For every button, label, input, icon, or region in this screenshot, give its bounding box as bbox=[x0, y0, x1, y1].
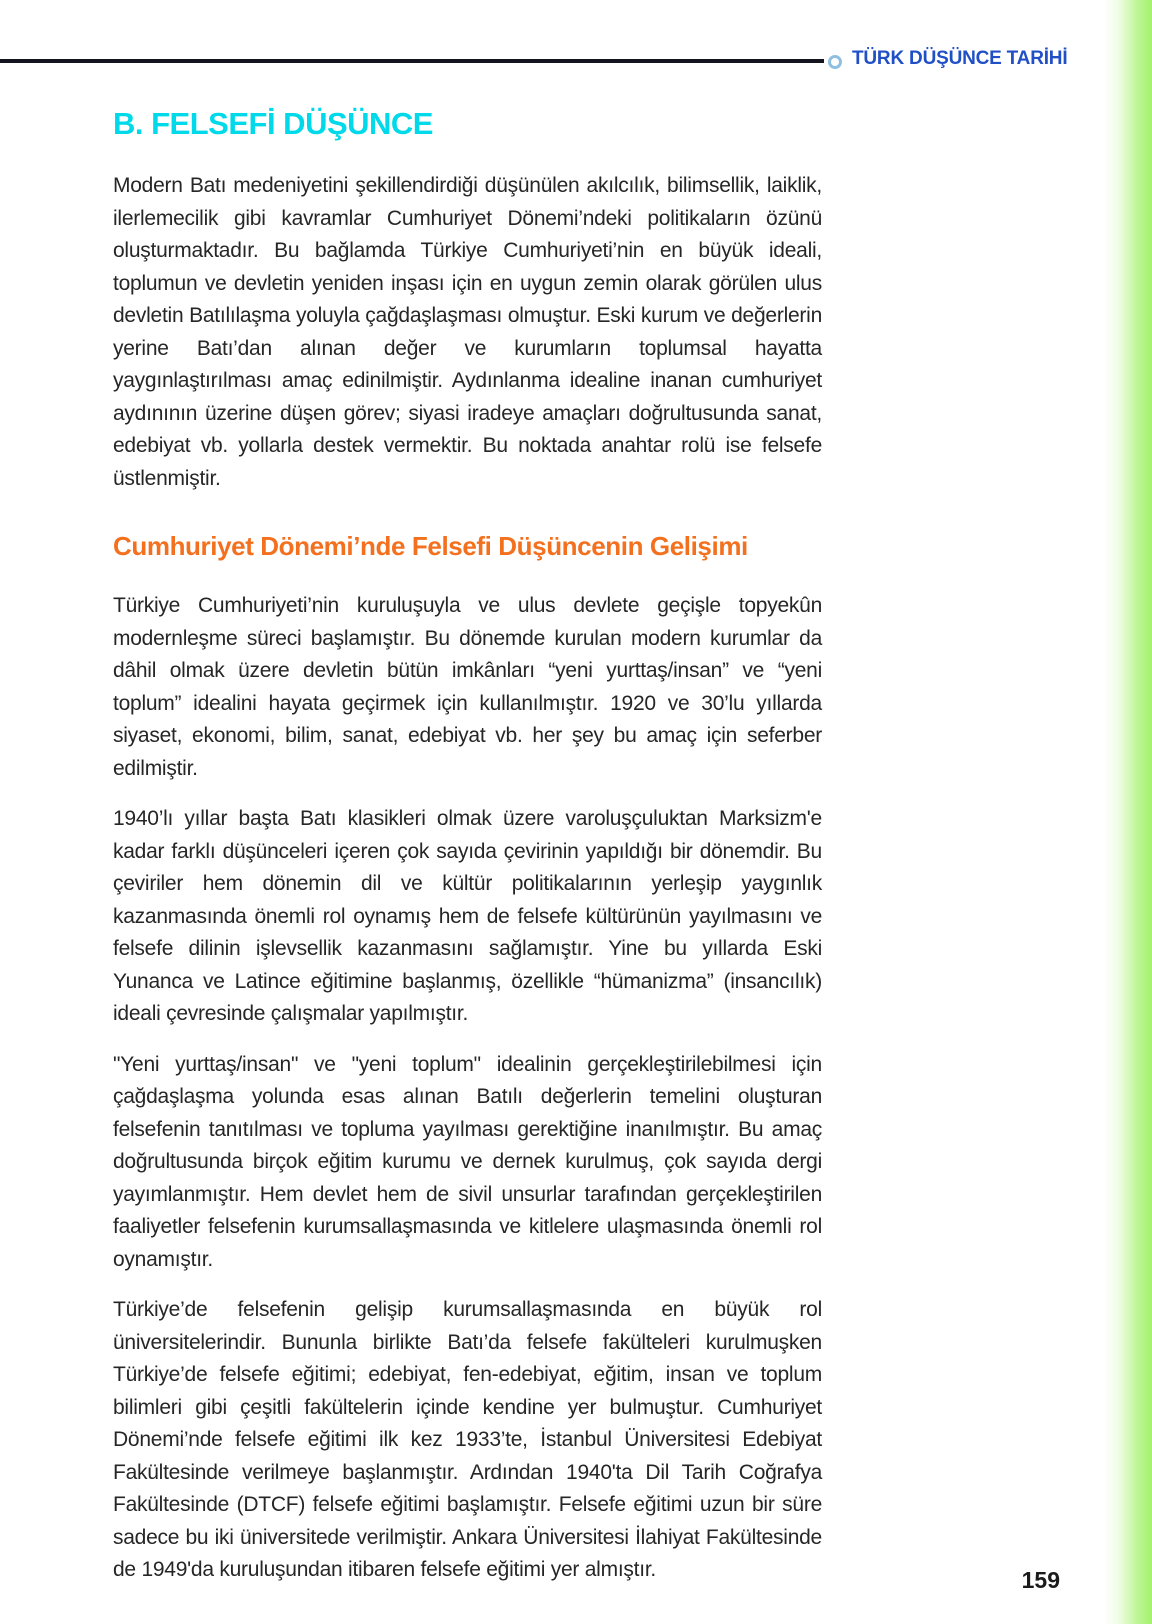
body-paragraph: "Yeni yurttaş/insan" ve "yeni toplum" idealinin gerçekleştirilebilmesi için çağdaşlaşma yolunda esas alınan Batılı değerlerin temelini oluşturan felsefenin tanıtılması ve topluma yayılması gerektiğine inanılmıştır. Bu amaç doğrultusunda birçok eğitim kurumu ve dernek kurulmuş, çok sayıda dergi yayımlanmıştır. Hem devlet hem de sivil unsurlar tarafından gerçekleştirilen faaliyetler felsefenin kurumsallaşmasında ve kitlelere ulaşmasında önemli rol oynamıştır. bbox=[113, 1052, 822, 1271]
intro-paragraph: Modern Batı medeniyetini şekillendirdiği düşünülen akılcılık, bilimsellik, laiklik, ilerlemecilik gibi kavramlar Cumhuriyet Dönemi’ndeki politikaların özünü oluşturmaktadır. Bu bağlamda Türkiye Cumhuriyeti’nin en büyük ideali, toplumun ve devletin yeniden inşası için en uygun zemin olarak görülen ulus devletin Batılılaşma yoluyla çağdaşlaşması olmuştur. Eski kurum ve değerlerin yerine Batı’dan alınan değer ve kurumların toplumsal hayatta yaygınlaştırılması amaç edinilmiştir. Aydınlanma idealine inanan cumhuriyet aydınının üzerine düşen görev; siyasi iradeye amaçları doğrultusunda sanat, edebiyat vb. yollarla destek vermektir. Bu noktada anahtar rolü ise felsefe üstlenmiştir. bbox=[113, 174, 822, 490]
body-paragraph: 1940’lı yıllar başta Batı klasikleri olmak üzere varoluşçuluktan Marksizm'e kadar farklı düşünceleri içeren çok sayıda çevirinin yapıldığı bir dönemdir. Bu çeviriler hem dönemin dil ve kültür politikalarının yerleşip yaygınlık kazanmasında önemli rol oynamış hem de felsefe kültürünün yayılmasını ve felsefe dilinin işlevsellik kazanmasını sağlamıştır. Yine bu yıllarda Eski Yunanca ve Latince eğitimine başlanmış, özellikle “hümanizma” (insancılık) ideali çevresinde çalışmalar yapılmıştır. bbox=[113, 807, 822, 1025]
body-paragraph: Türkiye’de felsefenin gelişip kurumsallaşmasında en büyük rol üniversitelerindir. Bununla birlikte Batı’da felsefe fakülteleri kurulmuşken Türkiye’de felsefe eğitimi; edebiyat, fen-edebiyat, eğitim, insan ve toplum bilimleri gibi çeşitli fakültelerin içinde kendine yer bulmuştur. Cumhuriyet Dönemi’nde felsefe eğitimi ilk kez 1933’te, İstanbul Üniversitesi Edebiyat Fakültesinde verilmeye başlanmıştır. Ardından 1940'ta Dil Tarih Coğrafya Fakültesinde (DTCF) felsefe eğitimi başlamıştır. Felsefe eğitimi uzun bir süre sadece bu iki üniversitede verilmiştir. Ankara Üniversitesi İlahiyat Fakültesinde de 1949'da kuruluşundan itibaren felsefe eğitimi yer almıştır. bbox=[113, 1298, 822, 1581]
running-head-title: TÜRK DÜŞÜNCE TARİHİ bbox=[852, 48, 1068, 69]
subsection-heading: Cumhuriyet Dönemi’nde Felsefi Düşüncenin Gelişimi bbox=[113, 531, 748, 561]
text-column bbox=[113, 0, 822, 1587]
page-number: 159 bbox=[1021, 1567, 1060, 1593]
page-edge-gradient bbox=[1104, 0, 1152, 1624]
ring-marker-icon bbox=[828, 55, 842, 69]
body-paragraph: Türkiye Cumhuriyeti’nin kuruluşuyla ve ulus devlete geçişle topyekûn modernleşme süreci başlamıştır. Bu dönemde kurulan modern kurumlar da dâhil olmak üzere devletin bütün imkânları “yeni yurttaş/insan” ve “yeni toplum” idealini hayata geçirmek için kullanılmıştır. 1920 ve 30’lu yıllarda siyaset, ekonomi, bilim, sanat, edebiyat vb. her şey bu amaç için seferber edilmiştir. bbox=[113, 594, 822, 780]
section-heading: B. FELSEFİ DÜŞÜNCE bbox=[113, 106, 433, 141]
